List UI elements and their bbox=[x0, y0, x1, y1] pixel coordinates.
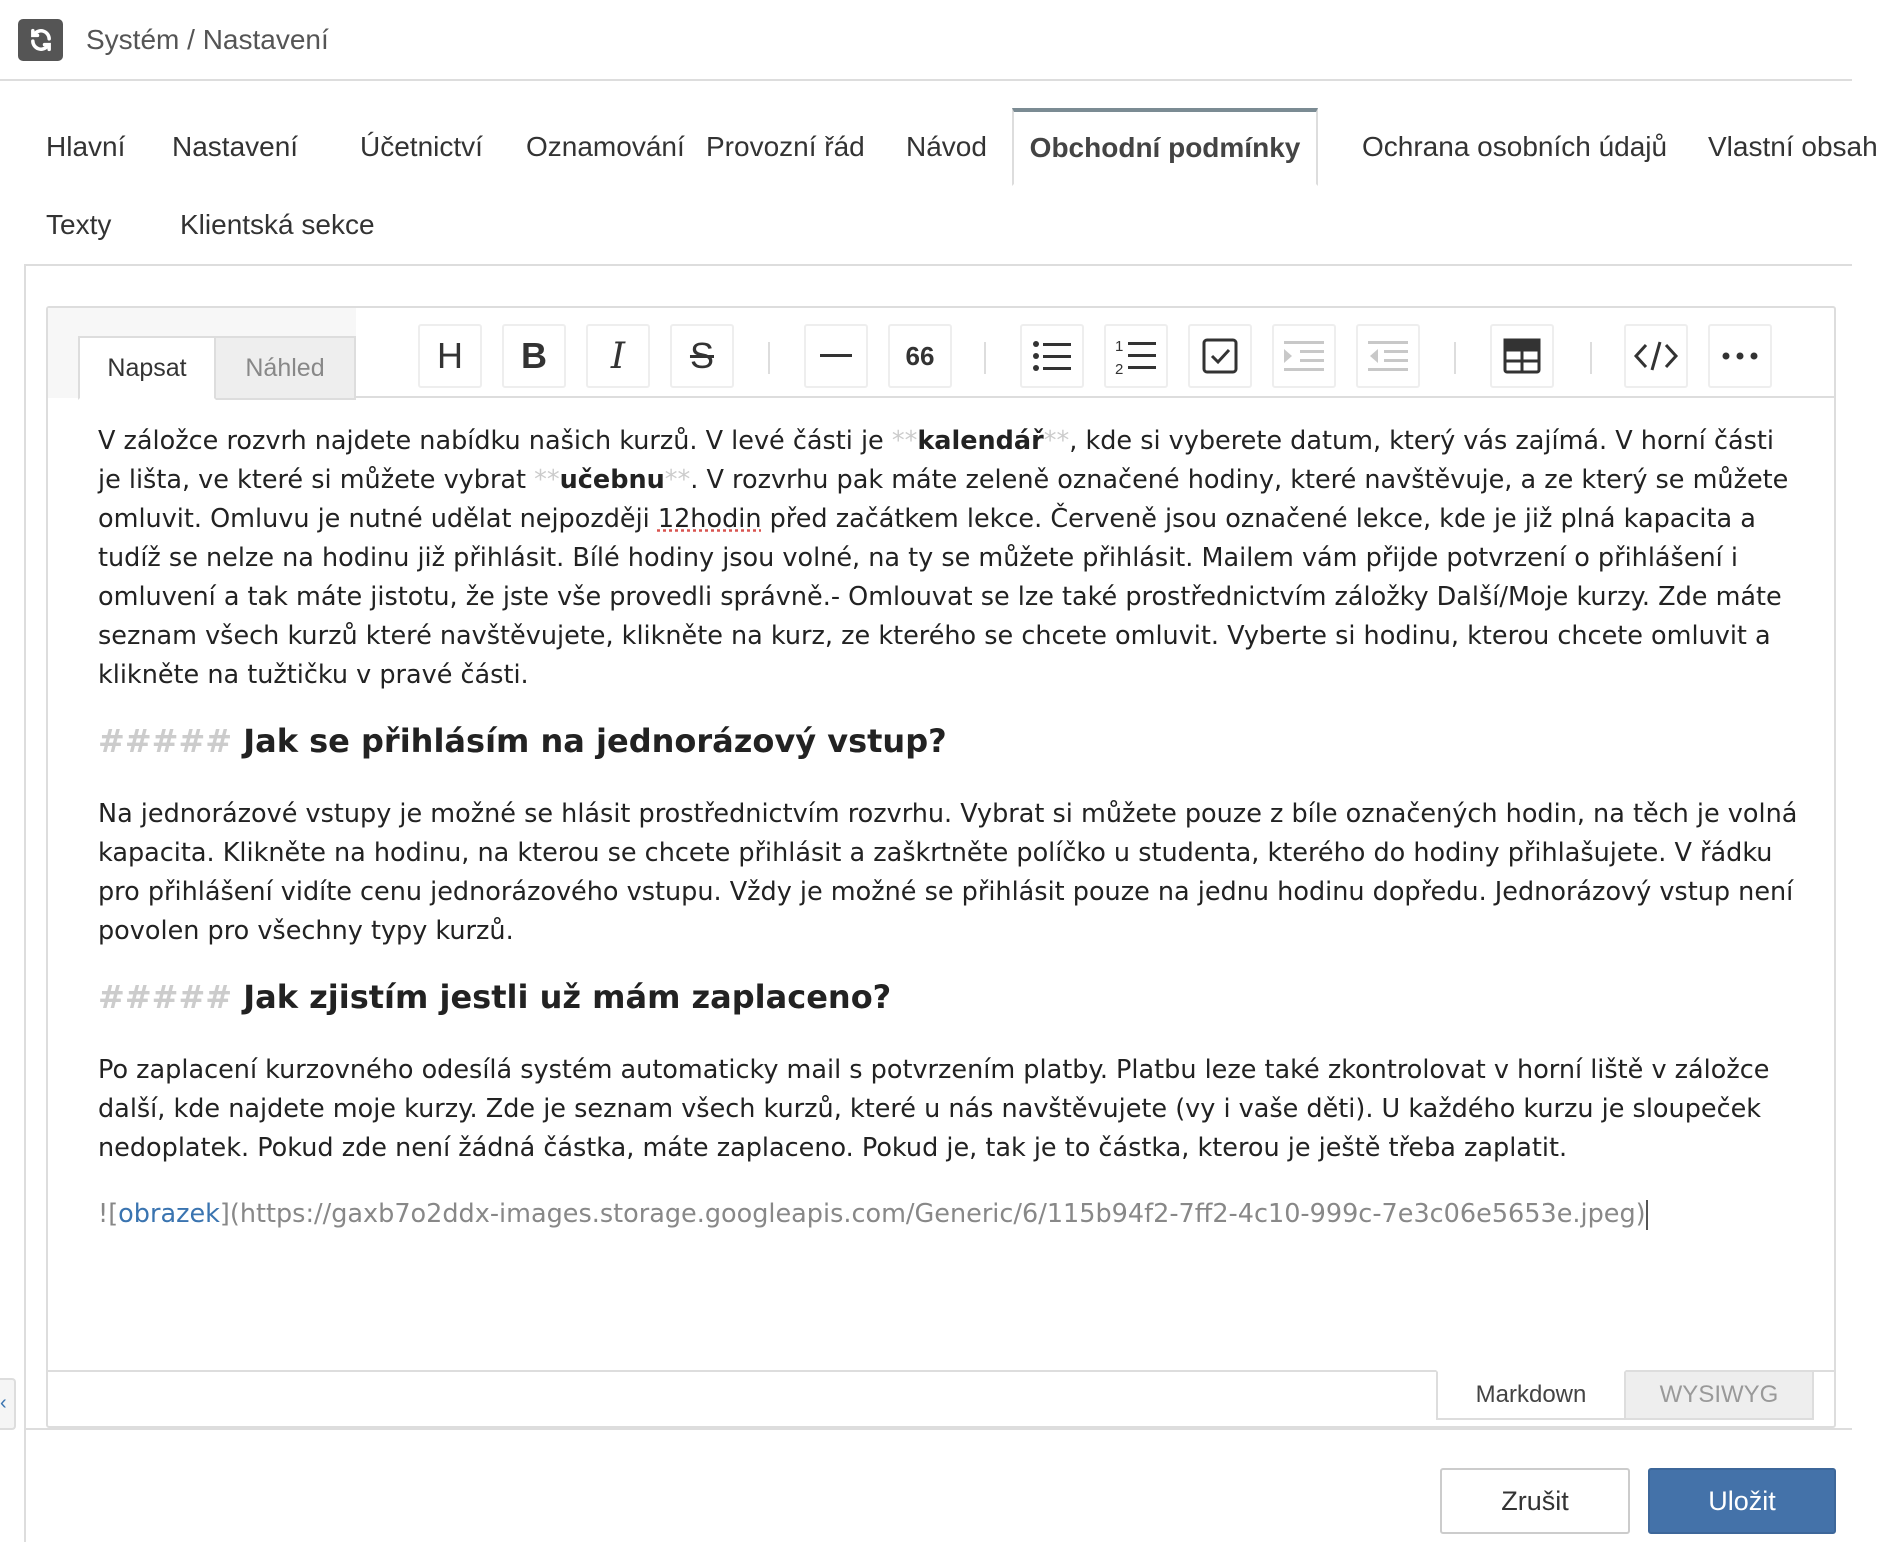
numbered-list-icon bbox=[1115, 336, 1157, 376]
heading-icon: H bbox=[437, 335, 463, 376]
breadcrumb: Systém / Nastavení bbox=[86, 24, 329, 55]
bold-marker: ** bbox=[664, 465, 691, 495]
heading-marker: ##### bbox=[98, 722, 233, 760]
quote-icon: 66 bbox=[905, 340, 935, 371]
heading-text: Jak se přihlásím na jednorázový vstup? bbox=[243, 722, 947, 760]
svg-text:2: 2 bbox=[1115, 361, 1124, 378]
text: . V rozvrhu pak máte zeleně označené hodiny, které navštěvuje, a ze který se můžete omluvit. Omluvu je nutné udělat nejpozději bbox=[98, 465, 1789, 534]
panel-border bbox=[24, 264, 26, 1542]
tab-texty[interactable]: Texty bbox=[46, 209, 112, 240]
outdent-button[interactable] bbox=[1356, 324, 1420, 388]
chevron-icon: ‹ bbox=[0, 1392, 7, 1414]
bold-button[interactable] bbox=[502, 324, 566, 388]
quote-button[interactable] bbox=[888, 324, 952, 388]
paragraph-intro bbox=[98, 422, 1798, 695]
tabs-divider bbox=[24, 264, 1852, 266]
bold-marker: ** bbox=[534, 465, 560, 495]
strikethrough-icon: S bbox=[689, 335, 714, 376]
text-cursor bbox=[1646, 1200, 1648, 1230]
toolbar-separator bbox=[1590, 342, 1592, 374]
heading-one-time-entry bbox=[98, 717, 1798, 765]
tab-vlastni-obsah[interactable]: Vlastní obsah bbox=[1708, 131, 1878, 162]
toolbar-separator bbox=[768, 342, 770, 374]
tab-ochrana-osobnich-udaju[interactable]: Ochrana osobních údajů bbox=[1362, 131, 1668, 162]
heading-payment bbox=[98, 973, 1798, 1021]
horizontal-rule-button[interactable] bbox=[804, 324, 868, 388]
editor-footer bbox=[48, 1370, 1834, 1426]
code-button[interactable] bbox=[1624, 324, 1688, 388]
outdent-icon bbox=[1368, 339, 1408, 373]
table-button[interactable] bbox=[1490, 324, 1554, 388]
heading-text: Jak zjistím jestli už mám zaplaceno? bbox=[243, 978, 892, 1016]
indent-button[interactable] bbox=[1272, 324, 1336, 388]
more-icon bbox=[1722, 351, 1758, 361]
top-bar bbox=[0, 0, 1852, 81]
editor-mode-tabs bbox=[48, 308, 356, 398]
cancel-button[interactable]: Zrušit bbox=[1440, 1468, 1630, 1534]
horizontal-rule-icon bbox=[818, 338, 854, 374]
image-suffix: ) bbox=[1635, 1199, 1646, 1229]
tab-obchodni-podminky[interactable]: Obchodní podmínky bbox=[1012, 108, 1318, 186]
text: V záložce rozvrh najdete nabídku našich kurzů. V levé části je bbox=[98, 426, 892, 456]
more-button[interactable] bbox=[1708, 324, 1772, 388]
bold-text: učebnu bbox=[559, 465, 665, 495]
toolbar-separator bbox=[984, 342, 986, 374]
tab-ucetnictvi[interactable]: Účetnictví bbox=[360, 131, 483, 162]
code-icon bbox=[1634, 339, 1678, 373]
side-panel-toggle[interactable] bbox=[0, 1378, 16, 1430]
tab-navod[interactable]: Návod bbox=[906, 131, 987, 162]
task-list-button[interactable] bbox=[1188, 324, 1252, 388]
paragraph-payment: Po zaplacení kurzovného odesílá systém automaticky mail s potvrzením platby. Platbu leze také zkontrolovat v horní liště v záložce další, kde najdete moje kurzy. Zde je seznam všech kurzů, které u nás navštěvujete (vy i vaše děti). U každého kurzu je sloupeček nedoplatek. Pokud zde není žádná částka, máte zaplaceno. Pokud je, tak je to částka, kterou je ještě třeba zaplatit. bbox=[98, 1055, 1770, 1163]
image-separator: ]( bbox=[219, 1199, 240, 1229]
tab-nastaveni[interactable]: Nastavení bbox=[172, 131, 299, 162]
bold-marker: ** bbox=[891, 426, 918, 456]
indent-icon bbox=[1284, 339, 1324, 373]
image-markdown-line bbox=[98, 1195, 1798, 1234]
bullet-list-button[interactable] bbox=[1020, 324, 1084, 388]
italic-icon: I bbox=[610, 335, 626, 377]
bold-marker: ** bbox=[1043, 426, 1070, 456]
save-button[interactable]: Uložit bbox=[1648, 1468, 1836, 1534]
strikethrough-button[interactable] bbox=[670, 324, 734, 388]
misspelled-word: 12hodin bbox=[657, 504, 762, 534]
bullet-list-icon bbox=[1032, 338, 1072, 374]
editor-content[interactable] bbox=[98, 422, 1798, 1234]
markdown-editor bbox=[46, 306, 1836, 1428]
tab-provozni-rad[interactable]: Provozní řád bbox=[706, 131, 865, 162]
wysiwyg-mode-tab[interactable]: WYSIWYG bbox=[1626, 1370, 1814, 1420]
editor-toolbar bbox=[48, 308, 1834, 398]
toolbar-separator bbox=[1454, 342, 1456, 374]
text: před začátkem lekce. Červeně jsou označené lekce, kde je již plná kapacita a tudíž se nelze na hodinu již přihlásit. Bílé hodiny jsou volné, na ty se můžete přihlásit. Mailem vám přijde potvrzení o přihlášení i omluvení a tak máte jistotu, že jste vše provedli správně.- Omlouvat se lze také prostřednictvím záložky Další/Moje kurzy. Zde máte seznam všech kurzů které navštěvujete, klikněte na kurz, ze kterého se chcete omluvit. Vyberte si hodinu, kterou chcete omluvit a klikněte na tužtičku v pravé části. bbox=[98, 504, 1782, 690]
italic-button[interactable] bbox=[586, 324, 650, 388]
bold-icon: B bbox=[521, 335, 547, 376]
image-prefix: ![ bbox=[98, 1199, 119, 1229]
text: , kde si vyberete datum, který vás zajímá. V horní části je lišta, ve které si můžete vybrat bbox=[98, 426, 1774, 495]
checkbox-icon bbox=[1202, 338, 1238, 374]
tab-klientska-sekce[interactable]: Klientská sekce bbox=[180, 209, 375, 240]
heading-marker: ##### bbox=[98, 978, 233, 1016]
svg-text:1: 1 bbox=[1115, 338, 1124, 355]
numbered-list-button[interactable] bbox=[1104, 324, 1168, 388]
table-icon bbox=[1503, 338, 1541, 374]
preview-tab[interactable]: Náhled bbox=[216, 336, 356, 400]
tab-hlavni[interactable]: Hlavní bbox=[46, 131, 126, 162]
markdown-mode-tab[interactable]: Markdown bbox=[1436, 1370, 1626, 1420]
tab-oznamovani[interactable]: Oznamování bbox=[526, 131, 685, 162]
bold-text: kalendář bbox=[917, 426, 1044, 456]
write-tab[interactable]: Napsat bbox=[78, 336, 216, 400]
paragraph-one-time-entry: Na jednorázové vstupy je možné se hlásit prostřednictvím rozvrhu. Vybrat si můžete pouze z bíle označených hodin, na těch je volná kapacita. Klikněte na hodinu, na kterou se chcete přihlásit a zaškrtněte políčko u studenta, kterého do hodiny přihlašujete. V řádku pro přihlášení vidíte cenu jednorázového vstupu. Vždy je možné se přihlásit pouze na jednu hodinu dopředu. Jednorázový vstup není povolen pro všechny typy kurzů. bbox=[98, 799, 1798, 946]
refresh-icon[interactable] bbox=[18, 19, 63, 61]
image-url: https://gaxb7o2ddx-images.storage.googleapis.com/Generic/6/115b94f2-7ff2-4c10-999c-7e3c06e5653e.jpeg bbox=[239, 1199, 1636, 1229]
heading-button[interactable] bbox=[418, 324, 482, 388]
image-alt-text: obrazek bbox=[118, 1199, 220, 1229]
panel-divider bbox=[24, 1428, 1852, 1430]
